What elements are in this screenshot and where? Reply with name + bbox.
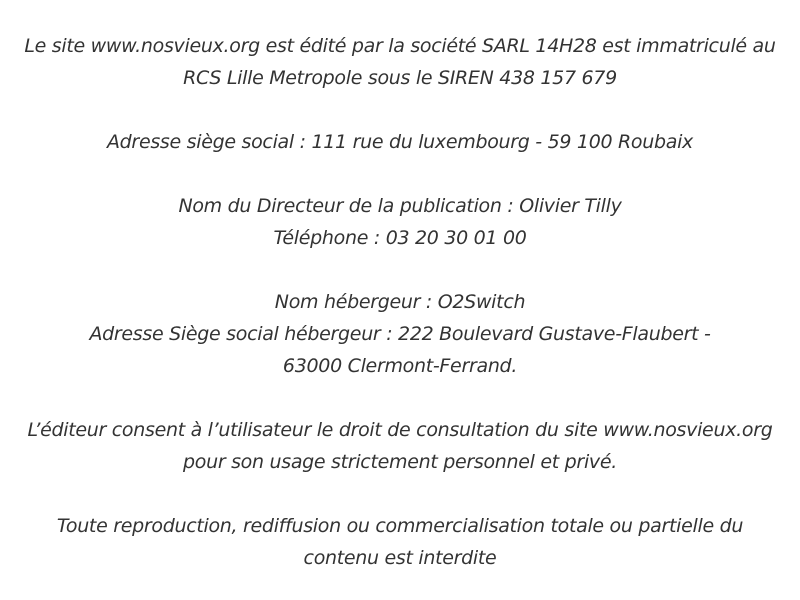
consent-line-2: pour son usage strictement personnel et privé.	[183, 451, 617, 473]
reproduction-notice	[10, 510, 790, 574]
host-address-line-2: 63000 Clermont-Ferrand.	[282, 355, 518, 377]
address-line: Adresse siège social : 111 rue du luxembourg - 59 100 Roubaix	[106, 131, 694, 153]
consent-line-1: L’éditeur consent à l’utilisateur le droit de consultation du site www.nosvieux.org	[27, 419, 773, 441]
director-phone: Téléphone : 03 20 30 01 00	[273, 227, 527, 249]
consultation-consent	[10, 414, 790, 478]
host-name: Nom hébergeur : O2Switch	[274, 291, 526, 313]
publisher-line-1: Le site www.nosvieux.org est édité par la société SARL 14H28 est immatriculé au	[24, 35, 776, 57]
publication-director	[10, 190, 790, 254]
host-address-line-1: Adresse Siège social hébergeur : 222 Boulevard Gustave-Flaubert -	[89, 323, 711, 345]
head-office-address	[10, 126, 790, 158]
reproduction-line-1: Toute reproduction, rediffusion ou commercialisation totale ou partielle du	[56, 515, 744, 537]
publisher-info	[10, 30, 790, 94]
publisher-line-2: RCS Lille Metropole sous le SIREN 438 157 679	[183, 67, 617, 89]
reproduction-line-2: contenu est interdite	[303, 547, 497, 569]
director-name: Nom du Directeur de la publication : Olivier Tilly	[178, 195, 622, 217]
host-info	[10, 286, 790, 382]
